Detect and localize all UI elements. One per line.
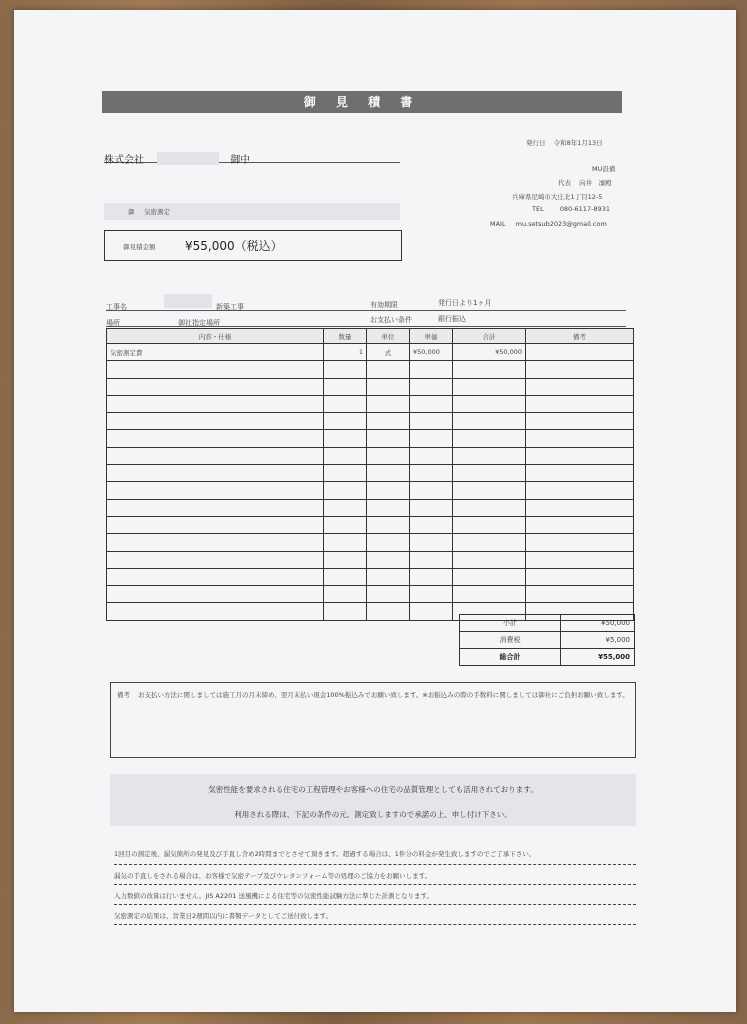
notice-box [110,774,636,826]
subject-prefix: 御 [128,208,135,216]
condition-text: 漏気の手直しをされる場合は、お客様で気密テープ及びウレタンフォーム等の処理のご協力をお願いします。 [114,872,432,880]
document-page [14,10,736,1012]
table-row-empty [107,465,634,482]
remarks-content [111,683,635,707]
table-row-empty [107,534,634,551]
condition-item [114,885,636,905]
info-line-2 [106,326,626,327]
issuer-tel-value: 080-6117-8931 [559,205,610,213]
table-row-empty [107,499,634,516]
col-unit: 単位 [367,329,410,344]
col-quantity: 数量 [324,329,367,344]
summary-row-subtotal [460,615,635,632]
remarks-box [110,682,636,758]
col-notes: 備考 [526,329,634,344]
place-label: 場所 [106,319,120,327]
table-row-empty [107,482,634,499]
condition-text: 1回目の測定後、漏気箇所の発見及び手直し含め2時間までとさせて頂きます。超過する場合は、1件分の料金が発生致しますのでご了承下さい。 [114,850,536,858]
notice-line-2: 利用される際は、下記の条件の元、測定致しますので承諾の上、申し付け下さい。 [234,810,512,819]
table-row-empty [107,568,634,585]
issuer-mail [490,220,607,228]
remarks-text: お支払い方法に関しましては施工月の月末締め、翌月末払い現金100%振込みでお願い致します。※お振込みの際の手数料に関しましては御社にご負担お願い致します。 [138,691,629,699]
condition-text: 入力数値の改算は行いません。JIS A2201 送風機による住宅等の気密性能試験方法に準じた計測となります。 [114,892,433,900]
tax-value: ¥5,000 [561,632,635,649]
recipient-name-redacted [157,152,219,165]
grand-total-label: 総合計 [460,649,561,666]
document-title: 御 見 積 書 [102,91,622,113]
row-unit-price: ¥50,000 [410,344,453,361]
table-row-empty [107,551,634,568]
work-name-value: 新築工事 [216,303,244,311]
table-row-empty [107,395,634,412]
grand-total-value: ¥55,000 [561,649,635,666]
issuer-rep-value: 向井 凜殿 [579,179,612,187]
issuer-name: MU設備 [592,165,616,173]
items-table-header [107,329,634,344]
subtotal-label: 小計 [460,615,561,632]
total-amount-label: 御見積金額 [123,243,156,251]
summary-table [459,614,635,666]
table-row [107,344,634,361]
table-row-empty [107,378,634,395]
recipient [104,148,400,166]
tax-label: 消費税 [460,632,561,649]
table-row-empty [107,447,634,464]
condition-item [114,846,636,865]
issuer-rep [558,178,612,187]
table-row-empty [107,361,634,378]
issuer-rep-label: 代表 [558,179,571,187]
summary-row-total [460,649,635,666]
issuer-mail-label: MAIL [490,220,506,228]
subject-text: 気密測定 [144,208,170,216]
subject-bar [104,203,400,220]
recipient-company: 株式会社 [104,155,144,166]
issue-date [526,138,603,147]
place-value: 御社指定場所 [178,319,220,327]
items-table [106,328,634,621]
col-total: 合計 [453,329,526,344]
conditions-list [114,846,636,925]
remarks-label: 備考 [117,691,130,699]
col-unit-price: 単価 [410,329,453,344]
payment-label: お支払い条件 [370,316,412,324]
row-total: ¥50,000 [453,344,526,361]
work-name-redacted [164,294,212,308]
row-unit: 式 [367,344,410,361]
row-description: 気密測定費 [107,344,324,361]
issue-date-value: 令和8年1月13日 [553,139,603,147]
issuer-mail-value: mu.setsub2023@gmail.com [515,220,607,228]
valid-period-label: 有効期限 [370,301,398,309]
summary-row-tax [460,632,635,649]
total-amount-value: ¥55,000（税込） [185,239,283,253]
table-row-empty [107,516,634,533]
table-row-empty [107,413,634,430]
issue-date-label: 発行日 [526,139,546,147]
subtotal-value: ¥50,000 [561,615,635,632]
issuer-tel-label: TEL [532,205,544,213]
table-row-empty [107,586,634,603]
total-amount-box [104,230,402,261]
condition-item [114,905,636,925]
issuer-tel [532,205,610,213]
row-notes [526,344,634,361]
condition-item [114,865,636,885]
recipient-suffix: 御中 [230,155,251,166]
table-row-empty [107,430,634,447]
row-quantity: 1 [324,344,367,361]
work-name-label: 工事名 [106,303,127,311]
notice-line-1: 気密性能を要求される住宅の工程管理やお客様への住宅の品質管理としても活用されております。 [208,785,538,794]
col-description: 内容・仕様 [107,329,324,344]
condition-text: 気密測定の結果は、営業日2週間以内に書類データとしてご送付致します。 [114,912,333,920]
info-line-1 [106,310,626,311]
payment-value: 銀行振込 [438,315,466,323]
valid-period-value: 発行日より1ヶ月 [438,299,492,307]
issuer-address: 兵庫県尼崎市大庄北1丁目12-5 [512,193,603,201]
